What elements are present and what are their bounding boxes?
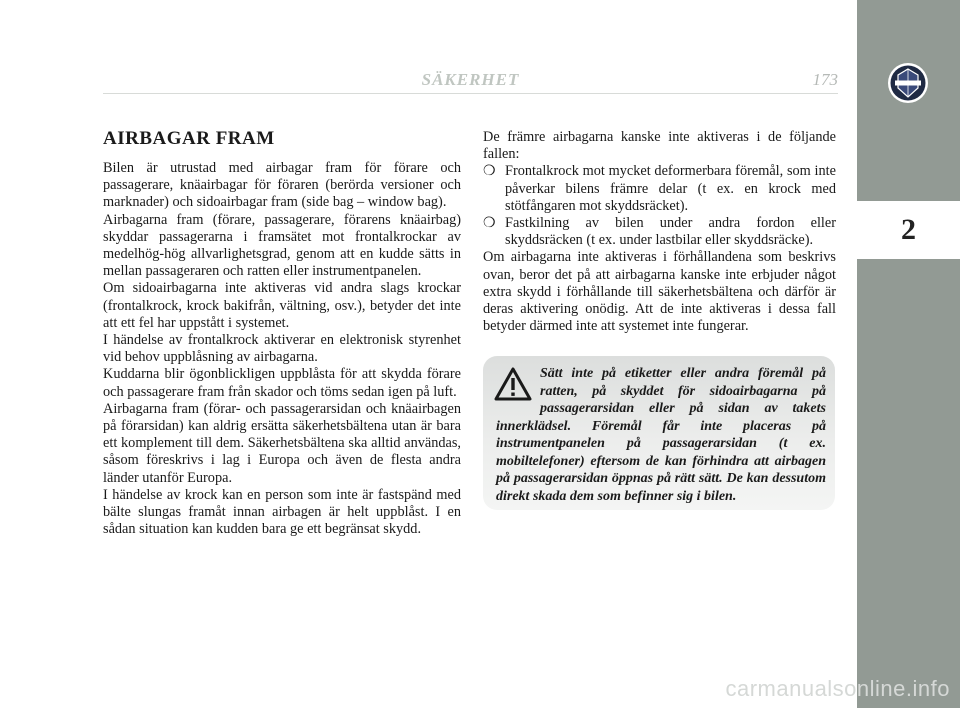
section-heading: AIRBAGAR FRAM <box>103 128 275 149</box>
closing-paragraph: Om airbagarna inte aktiveras i förhållandena som beskrivs ovan, beror det på att airbagarna kanske inte erbjuder något extra skydd i förhållande till säkerhetsbältena och därför är deras aktivering onödig. Att de inte aktiveras i dessa fall betyder därmed inte att systemet inte fungerar. <box>483 249 836 335</box>
watermark: carmanualsonline.info <box>725 676 950 701</box>
page-number: 173 <box>812 70 838 89</box>
lancia-logo-icon <box>887 62 929 104</box>
list-item <box>483 163 836 215</box>
list-item <box>483 215 836 249</box>
paragraph: I händelse av krock kan en person som inte är fastspänd med bälte slungas framåt innan airbagen är helt uppblåst. I en sådan situation kan kudden bara ge ett begränsat skydd. <box>103 486 461 538</box>
list-item-text: Frontalkrock mot mycket deformerbara föremål, som inte påverkar bilens främre delar (t ex. en krock med stötfångaren mot skyddsräcket). <box>505 163 836 214</box>
left-column <box>103 126 461 538</box>
paragraph: Kuddarna blir ögonblickligen uppblåsta för att skydda förare och passagerare fram från skador och töms sedan igen på luft. <box>103 366 461 400</box>
paragraph: Airbagarna fram (förar- och passagerarsidan och knäairbagen på förarsidan) kan aldrig ersätta säkerhetsbältena utan är bara ett komplement till dem. Säkerhetsbältena ska alltid användas, såsom föreskrivs i lag i Europa och även de flesta andra länder utanför Europa. <box>103 400 461 486</box>
chapter-number: 2 <box>857 201 960 259</box>
list-item-text: Fastkilning av bilen under andra fordon eller skyddsräcken (t ex. under lastbilar eller skyddsräcke). <box>505 215 836 249</box>
section-title: SÄKERHET <box>421 70 520 89</box>
page-header <box>103 70 838 90</box>
warning-text: Sätt inte på etiketter eller andra föremål på ratten, på skyddet för sidoairbagarna på passagerarsidan eller på sidan av takets innerklädsel. Föremål får inte placeras på instrumentpanelen på passagerarsidan (t ex. mobiltelefoner) eftersom de kan förhindra att airbagen på passagerarsidan öppnas på rätt sätt. De kan dessutom direkt skada dem som befinner sig i bilen. <box>496 366 826 504</box>
paragraph: Om sidoairbagarna inte aktiveras vid andra slags krockar (frontalkrock, krock bakifrån, vältning, osv.), betyder det inte att ett fel har uppstått i systemet. <box>103 280 461 331</box>
bullet-circle-icon: ❍ <box>483 164 496 180</box>
paragraph: I händelse av frontalkrock aktiverar en elektronisk styrenhet vid behov uppblåsning av airbagarna. <box>103 332 461 366</box>
chapter-sidebar <box>857 0 960 708</box>
header-divider <box>103 93 838 94</box>
intro-paragraph: De främre airbagarna kanske inte aktiveras i de följande fallen: <box>483 129 836 163</box>
warning-box <box>483 356 835 510</box>
bullet-circle-icon: ❍ <box>483 216 496 232</box>
right-column <box>483 129 836 335</box>
warning-text-block <box>496 365 826 505</box>
paragraph: Bilen är utrustad med airbagar fram för förare och passagerare, knäairbagar för föraren (berörda versioner och marknader) och sidoairbagar fram (side bag – window bag). <box>103 160 461 211</box>
paragraph: Airbagarna fram (förare, passagerare, förarens knäairbag) skyddar passagerarna i framsätet mot frontalkrockar av medelhög-hög allvarlighetsgrad, genom att en kudde sätts in mellan passageraren och ratten eller instrumentpanelen. <box>103 211 461 280</box>
